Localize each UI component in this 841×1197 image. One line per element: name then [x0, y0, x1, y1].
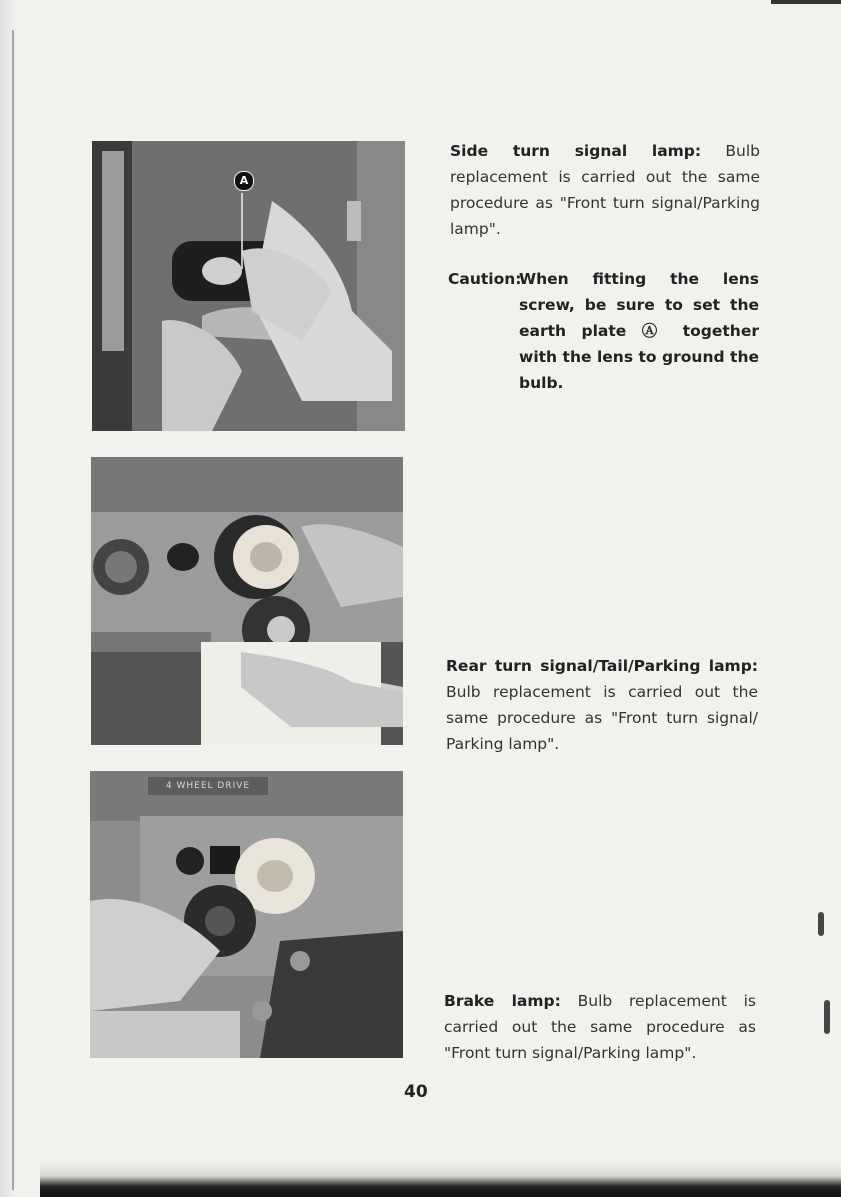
- scan-binding-line: [12, 30, 14, 1190]
- brake-lamp-section: [444, 988, 756, 1066]
- section-body: Bulb replacement is carried out the same procedure as "Front turn signal/ Parking lamp".: [446, 683, 758, 753]
- caution-note: [448, 266, 760, 392]
- section-heading: Brake lamp:: [444, 992, 561, 1010]
- section-body: Bulb replacement is carried out the same procedure as "Front turn signal/Parking lamp".: [444, 992, 756, 1062]
- panel-label: 4 WHEEL DRIVE: [148, 777, 268, 795]
- scan-top-mark: [771, 0, 841, 4]
- side-lamp-photo: [92, 141, 405, 431]
- margin-mark: [824, 1000, 830, 1034]
- rear-lamp-photo: [91, 457, 403, 745]
- brake-lamp-photo: [90, 771, 403, 1058]
- margin-mark: [818, 912, 824, 936]
- section-body: Bulb replacement is carried out the same procedure as "Front turn signal/Parking lamp".: [450, 142, 760, 238]
- section-heading: Rear turn signal/Tail/Parking lamp:: [446, 657, 758, 675]
- section-heading: Side turn signal lamp:: [450, 142, 702, 160]
- rear-lamp-section: [446, 653, 758, 757]
- side-lamp-section: [450, 138, 760, 242]
- page-number: 40: [404, 1082, 428, 1102]
- caution-body: When fitting the lens screw, be sure to set the earth plate Ⓐ together with the lens to ground the bulb.: [519, 270, 759, 392]
- callout-a-marker: A: [234, 171, 254, 191]
- caution-label: Caution:: [448, 270, 522, 288]
- scan-bottom-edge: [40, 1162, 841, 1197]
